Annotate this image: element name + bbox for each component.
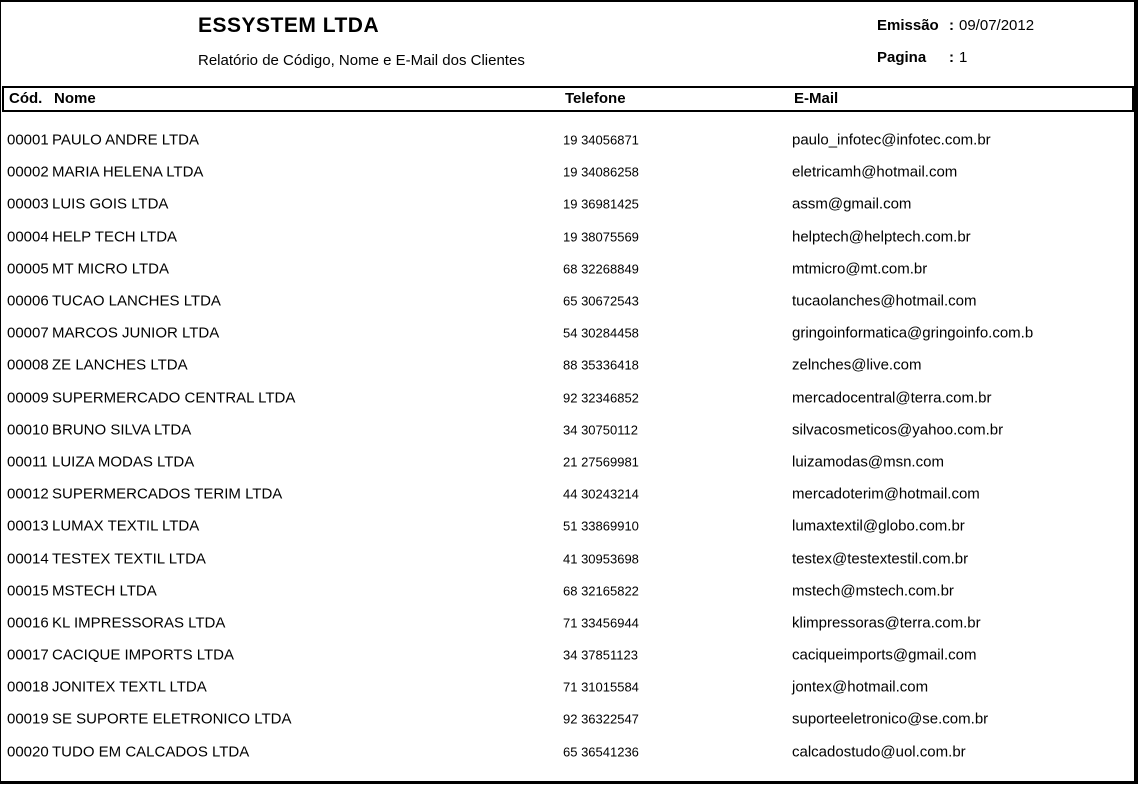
client-email: calcadostudo@uol.com.br [792, 743, 966, 761]
table-row [2, 542, 1134, 574]
client-code: 00011 [7, 453, 48, 471]
client-name: CACIQUE IMPORTS LTDA [52, 646, 234, 664]
client-email: luizamodas@msn.com [792, 453, 944, 471]
page-label: Pagina [877, 49, 927, 66]
client-name: MARCOS JUNIOR LTDA [52, 324, 220, 342]
table-row [2, 671, 1134, 703]
client-phone: 65 36541236 [563, 744, 639, 760]
client-phone: 68 32165822 [563, 583, 639, 599]
client-name: TUDO EM CALCADOS LTDA [52, 743, 250, 761]
report-meta [877, 10, 1034, 74]
client-name: PAULO ANDRE LTDA [52, 131, 199, 149]
client-phone: 71 31015584 [563, 679, 639, 695]
client-name: MARIA HELENA LTDA [52, 163, 204, 181]
client-name: KL IMPRESSORAS LTDA [52, 614, 226, 632]
client-email: zelnches@live.com [792, 356, 922, 374]
client-phone: 19 34086258 [563, 164, 639, 180]
client-name: BRUNO SILVA LTDA [52, 421, 192, 439]
client-name: LUIS GOIS LTDA [52, 195, 169, 213]
client-name: JONITEX TEXTL LTDA [52, 678, 207, 696]
page-colon: : [949, 49, 954, 66]
table-row [2, 446, 1134, 478]
client-code: 00016 [7, 614, 49, 632]
client-email: mercadocentral@terra.com.br [792, 389, 992, 407]
table-row [2, 478, 1134, 510]
client-email: tucaolanches@hotmail.com [792, 292, 977, 310]
emission-line [877, 10, 1034, 42]
client-code: 00004 [7, 228, 49, 246]
report-subtitle: Relatório de Código, Nome e E-Mail dos Clientes [198, 52, 525, 69]
client-phone: 92 36322547 [563, 711, 639, 727]
emission-date: 09/07/2012 [959, 17, 1035, 34]
client-code: 00002 [7, 163, 49, 181]
client-name: SE SUPORTE ELETRONICO LTDA [52, 710, 292, 728]
table-row [2, 156, 1134, 188]
client-code: 00010 [7, 421, 49, 439]
client-name: HELP TECH LTDA [52, 228, 178, 246]
client-phone: 92 32346852 [563, 390, 639, 406]
client-email: mercadoterim@hotmail.com [792, 485, 980, 503]
client-email: suporteeletronico@se.com.br [792, 710, 989, 728]
client-name: LUIZA MODAS LTDA [52, 453, 195, 471]
table-row [2, 382, 1134, 414]
client-email: gringoinformatica@gringoinfo.com.b [792, 324, 1034, 342]
client-phone: 65 30672543 [563, 293, 639, 309]
client-code: 00020 [7, 743, 49, 761]
client-code: 00005 [7, 260, 49, 278]
client-phone: 19 34056871 [563, 132, 639, 148]
client-phone: 34 37851123 [563, 647, 638, 663]
client-phone: 54 30284458 [563, 325, 639, 341]
table-row [2, 703, 1134, 735]
column-header-nome: Nome [54, 90, 96, 107]
client-email: eletricamh@hotmail.com [792, 163, 958, 181]
table-body [2, 124, 1134, 781]
client-email: helptech@helptech.com.br [792, 228, 971, 246]
client-code: 00014 [7, 550, 49, 568]
client-code: 00006 [7, 292, 49, 310]
client-code: 00013 [7, 517, 49, 535]
client-phone: 21 27569981 [563, 454, 639, 470]
client-code: 00003 [7, 195, 49, 213]
page-number-line [877, 42, 1034, 74]
client-email: testex@testextestil.com.br [792, 550, 969, 568]
table-row [2, 575, 1134, 607]
client-name: TESTEX TEXTIL LTDA [52, 550, 206, 568]
table-row [2, 317, 1134, 349]
client-phone: 68 32268849 [563, 261, 639, 277]
table-row [2, 414, 1134, 446]
client-email: jontex@hotmail.com [792, 678, 929, 696]
client-phone: 34 30750112 [563, 422, 638, 438]
client-code: 00018 [7, 678, 49, 696]
client-code: 00009 [7, 389, 49, 407]
client-phone: 44 30243214 [563, 486, 639, 502]
client-code: 00001 [7, 131, 49, 149]
table-row [2, 349, 1134, 381]
column-header-cod: Cód. [9, 90, 43, 107]
page-number: 1 [959, 49, 968, 66]
client-code: 00019 [7, 710, 49, 728]
report-title: ESSYSTEM LTDA [198, 14, 380, 37]
client-name: MT MICRO LTDA [52, 260, 169, 278]
column-header-telefone: Telefone [565, 90, 626, 107]
client-name: ZE LANCHES LTDA [52, 356, 188, 374]
client-code: 00012 [7, 485, 49, 503]
client-email: caciqueimports@gmail.com [792, 646, 977, 664]
table-header-row [2, 86, 1134, 112]
client-name: SUPERMERCADO CENTRAL LTDA [52, 389, 296, 407]
client-email: mstech@mstech.com.br [792, 582, 954, 600]
client-name: SUPERMERCADOS TERIM LTDA [52, 485, 283, 503]
emission-colon: : [949, 17, 954, 34]
client-name: LUMAX TEXTIL LTDA [52, 517, 200, 535]
table-row [2, 188, 1134, 220]
table-row [2, 736, 1134, 768]
client-code: 00007 [7, 324, 49, 342]
client-email: mtmicro@mt.com.br [792, 260, 928, 278]
emission-label: Emissão [877, 17, 939, 34]
client-phone: 51 33869910 [563, 518, 639, 534]
client-phone: 41 30953698 [563, 551, 639, 567]
client-name: TUCAO LANCHES LTDA [52, 292, 221, 310]
client-email: assm@gmail.com [792, 195, 912, 213]
client-name: MSTECH LTDA [52, 582, 157, 600]
client-code: 00015 [7, 582, 49, 600]
client-email: paulo_infotec@infotec.com.br [792, 131, 991, 149]
table-row [2, 510, 1134, 542]
table-row [2, 639, 1134, 671]
column-header-email: E-Mail [794, 90, 839, 107]
table-row [2, 221, 1134, 253]
client-phone: 88 35336418 [563, 357, 639, 373]
client-phone: 71 33456944 [563, 615, 639, 631]
client-phone: 19 38075569 [563, 229, 639, 245]
client-code: 00017 [7, 646, 49, 664]
client-email: lumaxtextil@globo.com.br [792, 517, 965, 535]
client-code: 00008 [7, 356, 49, 374]
table-row [2, 124, 1134, 156]
table-row [2, 607, 1134, 639]
client-email: silvacosmeticos@yahoo.com.br [792, 421, 1004, 439]
client-email: klimpressoras@terra.com.br [792, 614, 981, 632]
table-row [2, 253, 1134, 285]
client-phone: 19 36981425 [563, 196, 639, 212]
table-row [2, 285, 1134, 317]
